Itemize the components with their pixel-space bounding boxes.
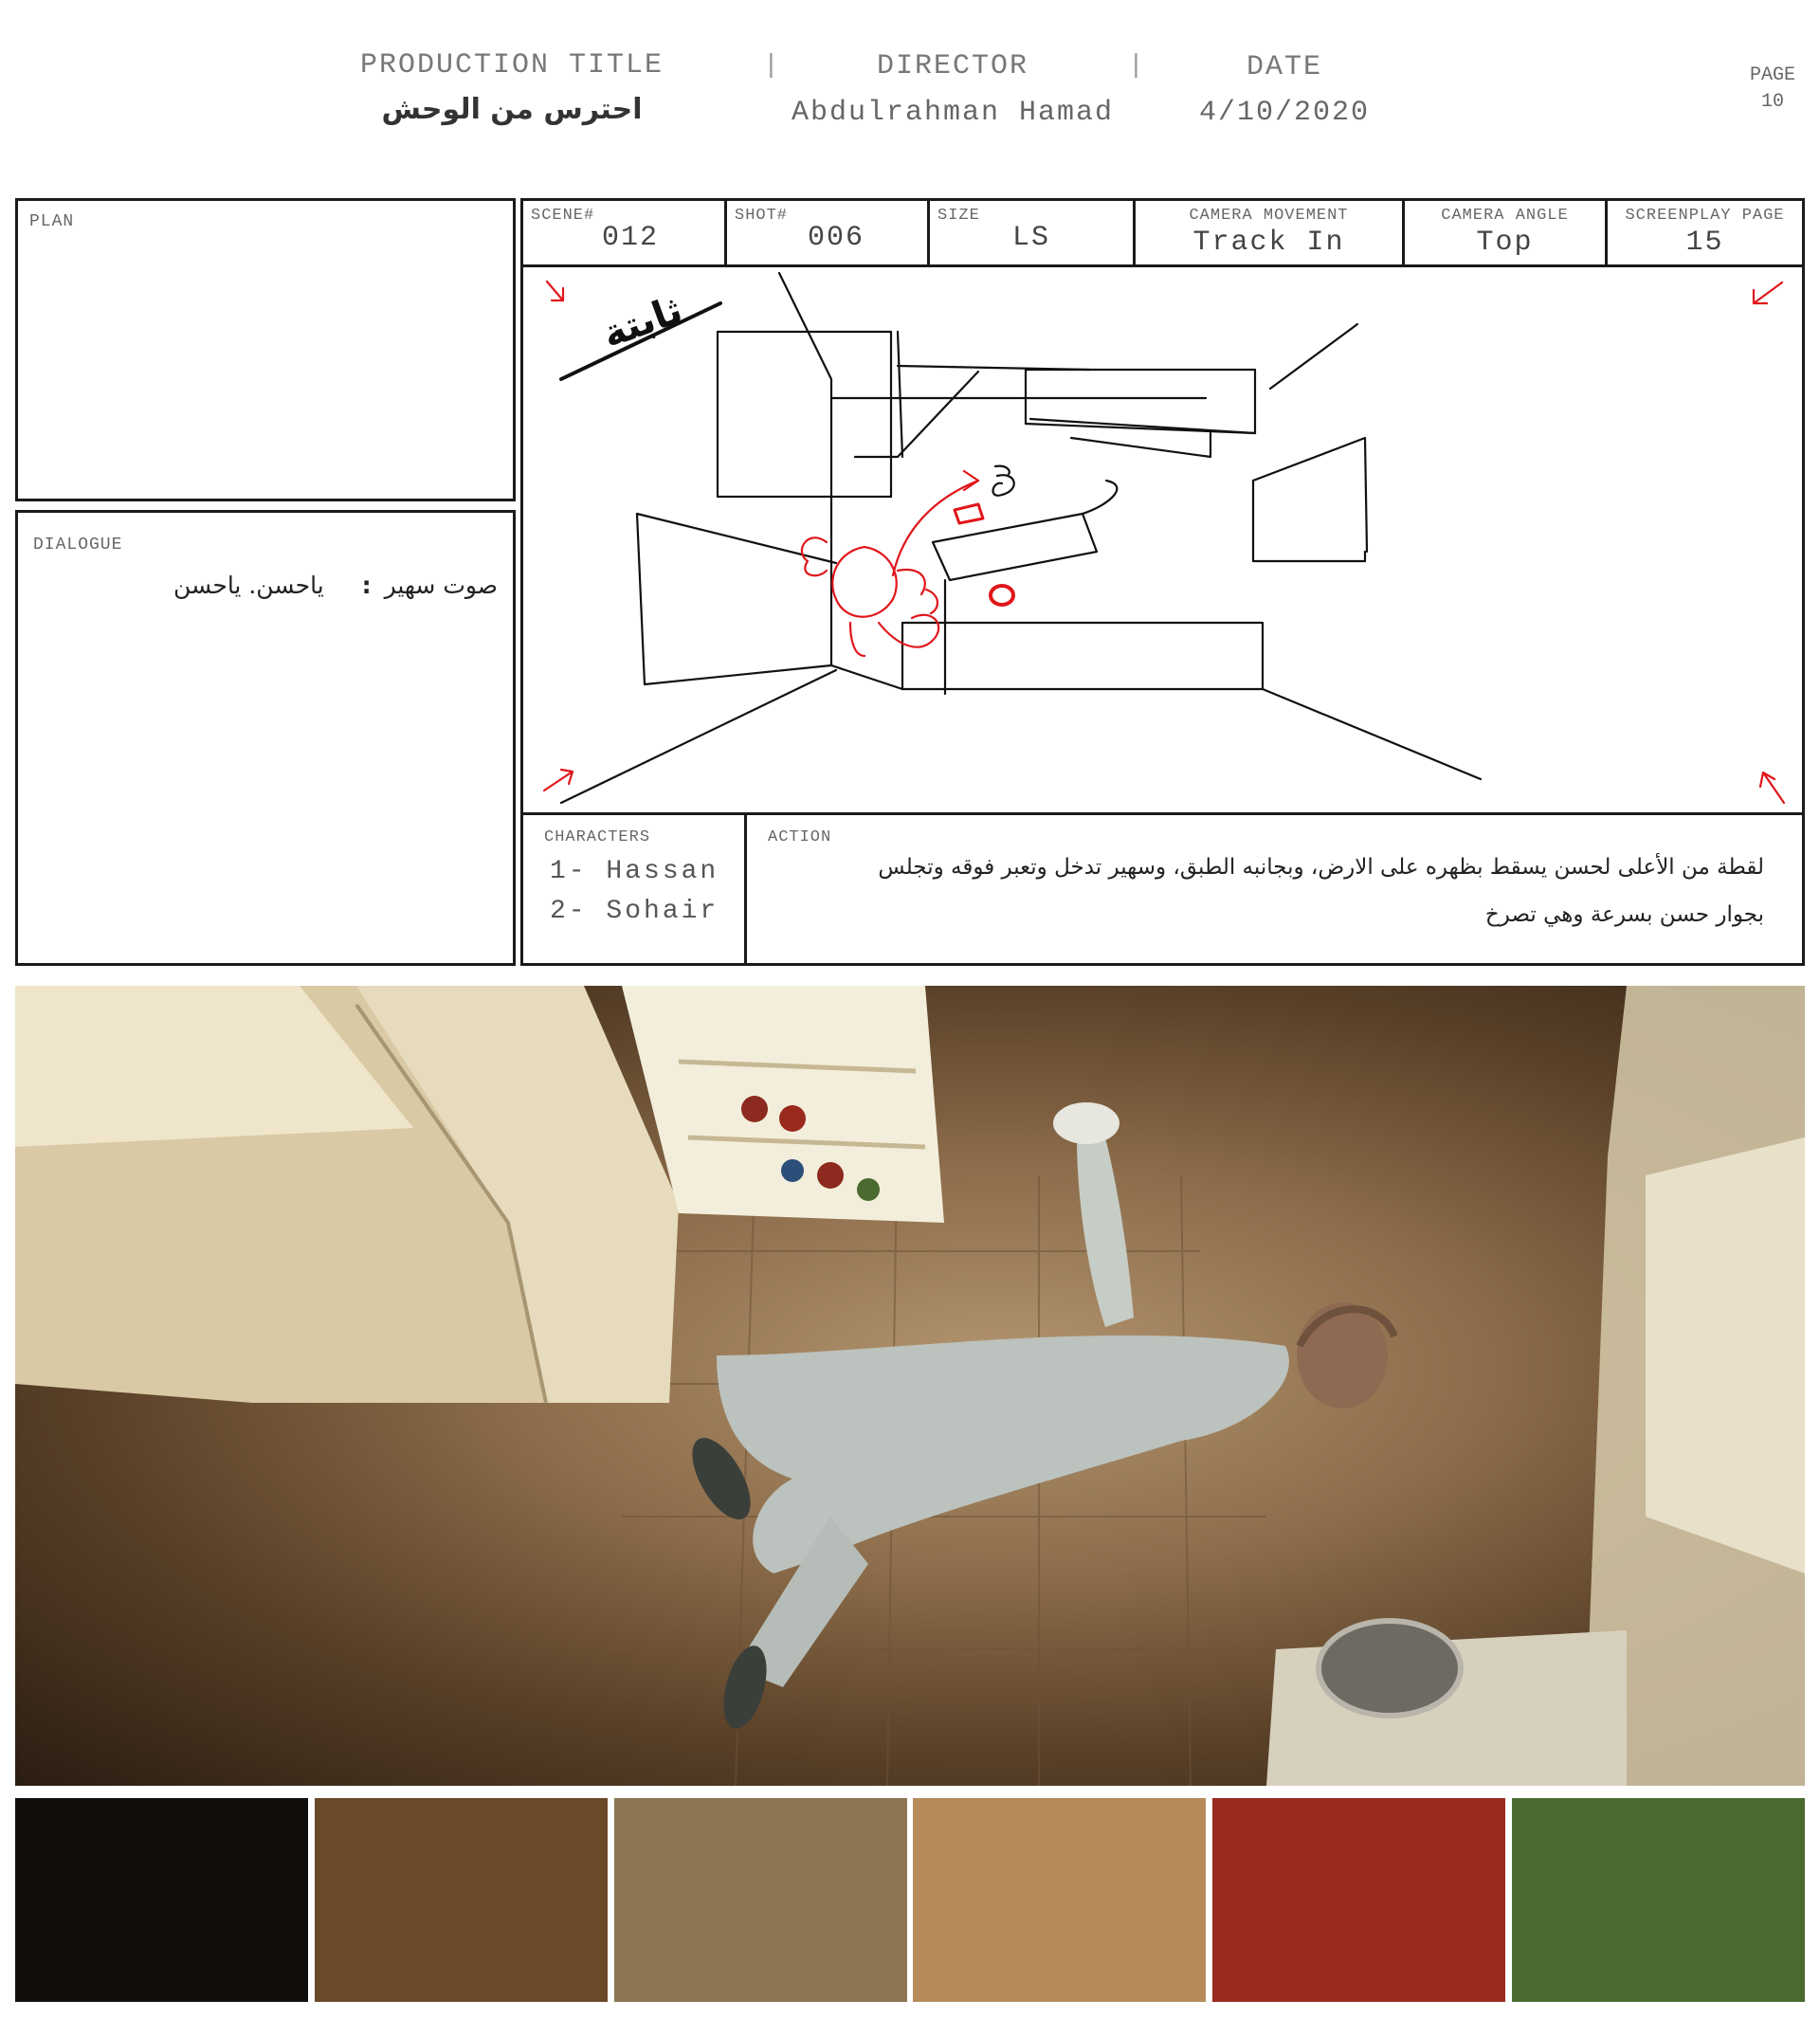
film-frame-illustration — [15, 986, 1805, 1786]
screenplay-page-label: SCREENPLAY PAGE — [1625, 207, 1785, 225]
plate-object — [955, 504, 983, 523]
palette-swatch — [1212, 1798, 1505, 2002]
date-value: 4/10/2020 — [1198, 97, 1371, 129]
floor-line — [561, 670, 836, 803]
camera-movement: Track In — [1192, 227, 1345, 259]
shot-cell — [727, 201, 927, 264]
characters-label: CHARACTERS — [544, 828, 651, 846]
production-title: احترس من الوحش — [381, 93, 643, 126]
floor-line — [1263, 689, 1481, 779]
shot-size: LS — [1011, 222, 1050, 254]
characters-cell — [523, 815, 744, 963]
camera-movement-cell — [1136, 201, 1402, 264]
header-separator: | — [763, 51, 779, 81]
camera-angle: Top — [1476, 227, 1534, 259]
shot-label: SHOT# — [735, 207, 789, 225]
director-label: DIRECTOR — [876, 50, 1029, 82]
corner-arrow-top-left — [547, 282, 563, 300]
camera-angle-label: CAMERA ANGLE — [1441, 207, 1569, 225]
header-separator: | — [1128, 51, 1144, 81]
tray-outline — [1083, 481, 1117, 514]
floor-box — [831, 665, 902, 689]
plan-label: PLAN — [29, 212, 75, 231]
storyboard-sketch — [523, 267, 1802, 812]
floor-box — [902, 623, 1263, 689]
palette-swatch — [913, 1798, 1206, 2002]
screenplay-page: 15 — [1685, 227, 1724, 259]
character-item: 2- Sohair — [550, 897, 719, 926]
scene-cell — [523, 201, 725, 264]
character-item: 1- Hassan — [550, 857, 719, 886]
wall-line — [898, 332, 902, 457]
tray-outline — [933, 514, 1097, 580]
shot-number: 006 — [807, 222, 864, 254]
cabinet — [637, 514, 645, 684]
bowl-object — [991, 586, 1013, 605]
corner-arrow-bottom-right — [1760, 773, 1784, 803]
dialogue-line — [33, 572, 498, 599]
action-line: لقطة من الأعلى لحسن يسقط بظهره على الارض، وبجانبه الطبق، وسهير تدخل وتعبر فوقه وتجلس — [878, 855, 1764, 880]
character-figure — [898, 570, 925, 594]
wall-line — [718, 332, 891, 497]
dialogue-speaker: صوت سهير — [384, 572, 498, 599]
character-figure — [832, 547, 897, 617]
director-name: Abdulrahman Hamad — [791, 97, 1115, 129]
dialogue-text: ياحسن. ياحسن — [173, 572, 324, 599]
size-label: SIZE — [937, 207, 980, 225]
character-figure — [850, 623, 864, 656]
page-number: 10 — [1760, 91, 1784, 113]
dialogue-label: DIALOGUE — [33, 536, 123, 554]
character-figure — [926, 590, 937, 613]
tray-outline — [993, 475, 1014, 496]
scene-number: 012 — [601, 222, 659, 254]
movement-arrow — [893, 481, 978, 575]
cabinet — [645, 665, 831, 684]
counter — [1026, 370, 1255, 433]
palette-swatch — [315, 1798, 608, 2002]
screenplay-page-cell — [1608, 201, 1802, 264]
action-line: بجوار حسن بسرعة وهي تصرخ — [1484, 902, 1764, 927]
camera-angle-cell — [1405, 201, 1605, 264]
cabinet — [1253, 481, 1365, 561]
dialogue-box — [15, 510, 516, 966]
wall-line — [1270, 324, 1357, 389]
palette-swatch — [614, 1798, 907, 2002]
cabinet — [637, 514, 836, 563]
cabinet — [1253, 438, 1367, 552]
palette-swatch — [1512, 1798, 1805, 2002]
fridge — [15, 986, 679, 1403]
page-label: PAGE — [1749, 64, 1795, 86]
storyboard-sketch-frame — [520, 264, 1805, 815]
action-cell — [747, 815, 1802, 963]
corner-arrow-top-right — [1754, 282, 1782, 303]
wall-line — [1071, 433, 1210, 457]
dialogue-colon: : — [361, 572, 372, 599]
production-title-label: PRODUCTION TITLE — [359, 49, 664, 82]
wall-line — [718, 332, 891, 497]
tray-outline — [995, 466, 1010, 474]
sketch-handwritten-note: ثابتة — [596, 287, 688, 357]
wall-line — [855, 372, 978, 457]
plan-box — [15, 198, 516, 501]
date-label: DATE — [1246, 51, 1322, 83]
action-label: ACTION — [768, 828, 832, 846]
film-frame — [15, 986, 1805, 1786]
corner-arrow-bottom-left — [544, 770, 573, 791]
scene-label: SCENE# — [531, 207, 595, 225]
character-figure — [879, 615, 938, 647]
palette-swatch — [15, 1798, 308, 2002]
size-cell — [930, 201, 1133, 264]
camera-movement-label: CAMERA MOVEMENT — [1189, 207, 1349, 225]
